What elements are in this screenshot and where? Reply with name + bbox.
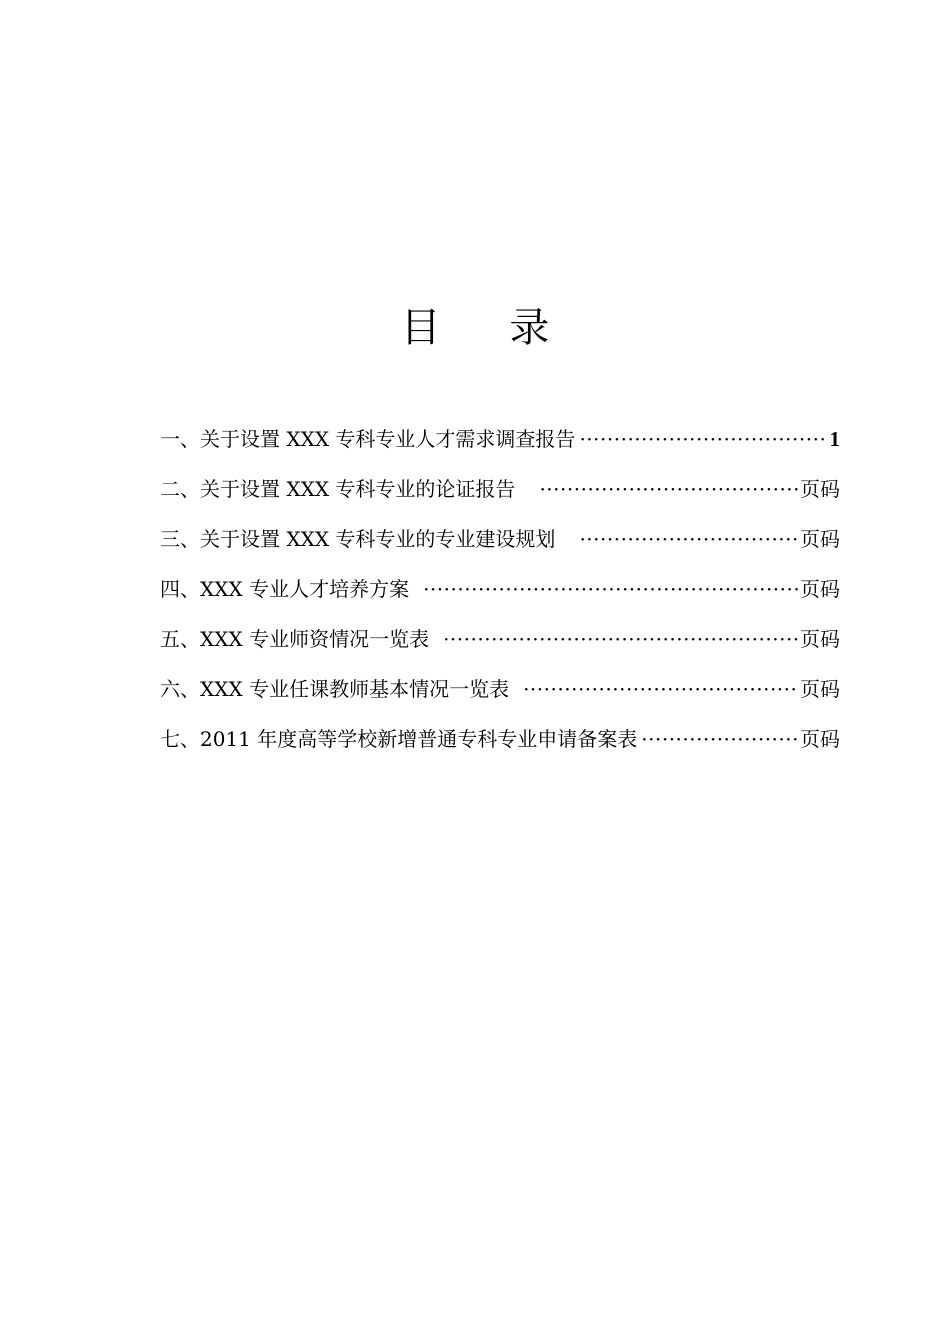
toc-entry-number: 五、 <box>160 627 200 651</box>
toc-entry-page: 页码 <box>800 527 840 551</box>
toc-entry-7[interactable] <box>160 714 840 764</box>
toc-entry-page: 页码 <box>800 727 840 751</box>
toc-entry-title: 关于设置 XXX 专科专业的论证报告 <box>200 477 516 501</box>
toc-entry-number: 六、 <box>160 677 200 701</box>
toc-entry-2[interactable] <box>160 464 840 514</box>
toc-entry-number: 四、 <box>160 577 200 601</box>
toc-entry-page: 页码 <box>800 477 840 501</box>
toc-entry-title: XXX 专业师资情况一览表 <box>200 627 430 651</box>
toc-entry-title: 关于设置 XXX 专科专业人才需求调查报告 <box>200 427 576 451</box>
toc-entry-page: 页码 <box>800 627 840 651</box>
page-title: 目 录 <box>400 305 578 351</box>
toc-entry-3[interactable] <box>160 514 840 564</box>
toc-entry-title: XXX 专业人才培养方案 <box>200 577 410 601</box>
table-of-contents <box>160 414 840 764</box>
toc-entry-title: XXX 专业任课教师基本情况一览表 <box>200 677 510 701</box>
toc-entry-1[interactable] <box>160 414 840 464</box>
toc-entry-page: 页码 <box>800 577 840 601</box>
toc-entry-6[interactable] <box>160 664 840 714</box>
toc-dot-leader <box>641 721 798 757</box>
toc-entry-page: 1 <box>829 427 840 451</box>
toc-entry-number: 二、 <box>160 477 200 501</box>
toc-entry-5[interactable] <box>160 614 840 664</box>
toc-entry-title: 2011 年度高等学校新增普通专科专业申请备案表 <box>200 727 638 751</box>
toc-dot-leader <box>579 521 798 557</box>
toc-dot-leader <box>539 471 798 507</box>
toc-entry-number: 三、 <box>160 527 200 551</box>
toc-dot-leader <box>579 421 827 457</box>
toc-dot-leader <box>443 621 798 657</box>
toc-entry-number: 一、 <box>160 427 200 451</box>
toc-entry-page: 页码 <box>800 677 840 701</box>
toc-entry-4[interactable] <box>160 564 840 614</box>
toc-dot-leader <box>523 671 798 707</box>
toc-entry-title: 关于设置 XXX 专科专业的专业建设规划 <box>200 527 556 551</box>
toc-dot-leader <box>423 571 798 607</box>
toc-entry-number: 七、 <box>160 727 200 751</box>
